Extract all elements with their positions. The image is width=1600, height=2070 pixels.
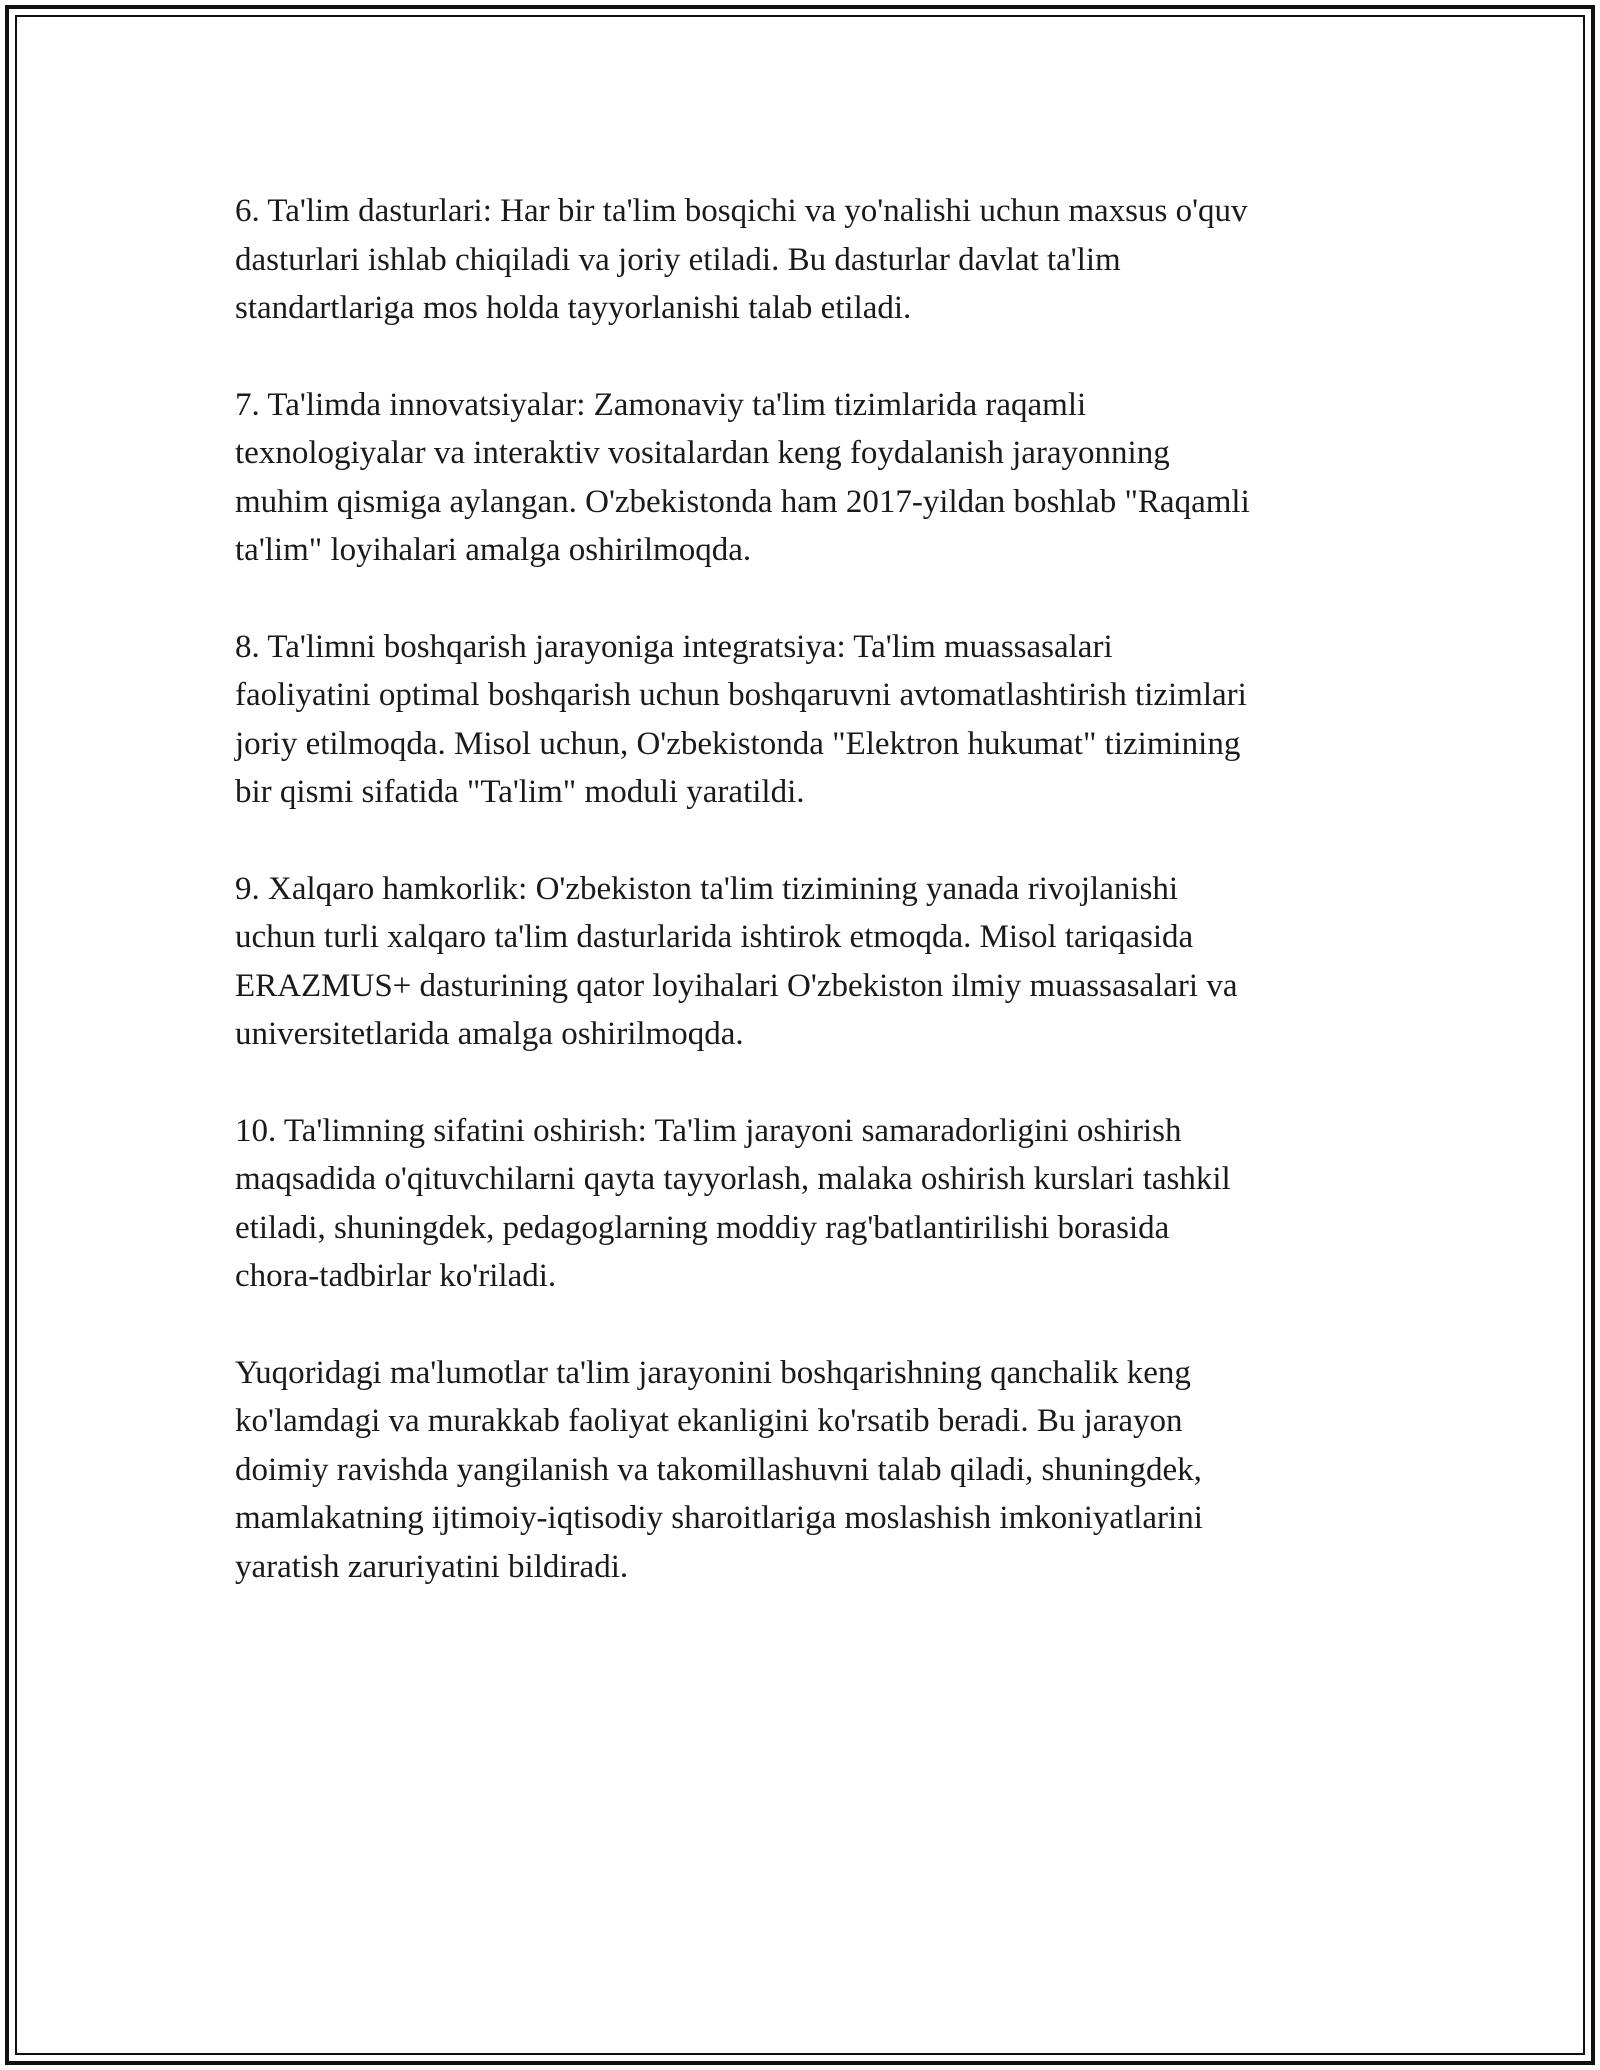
text-line: etiladi, shuningdek, pedagoglarning moddiy rag'batlantirilishi borasida: [235, 1209, 1170, 1246]
paragraph-8-integratsiya: [235, 623, 1375, 817]
text-line: 8. Ta'limni boshqarish jarayoniga integratsiya: Ta'lim muassasalari: [235, 628, 1113, 665]
text-line: yaratish zaruriyatini bildiradi.: [235, 1548, 629, 1585]
paragraph-7-talimda-innovatsiyalar: [235, 381, 1375, 575]
text-line: standartlariga mos holda tayyorlanishi talab etiladi.: [235, 290, 912, 326]
document-body: [235, 187, 1375, 1639]
paragraph-9-xalqaro-hamkorlik: [235, 865, 1375, 1059]
text-line: 10. Ta'limning sifatini oshirish: Ta'lim jarayoni samaradorligini oshirish: [235, 1112, 1182, 1149]
text-line: joriy etilmoqda. Misol uchun, O'zbekistonda "Elektron hukumat" tizimining: [235, 725, 1241, 762]
text-line: universitetlarida amalga oshirilmoqda.: [235, 1016, 744, 1052]
paragraph-6-talim-dasturlari: [235, 187, 1375, 333]
text-line: texnologiyalar va interaktiv vositalardan keng foydalanish jarayonning: [235, 435, 1170, 471]
paragraph-10-sifatini-oshirish: [235, 1107, 1375, 1301]
text-line: uchun turli xalqaro ta'lim dasturlarida ishtirok etmoqda. Misol tariqasida: [235, 919, 1194, 955]
text-line: ERAZMUS+ dasturining qator loyihalari O'zbekiston ilmiy muassasalari va: [235, 967, 1238, 1004]
text-line: ta'lim" loyihalari amalga oshirilmoqda.: [235, 532, 752, 568]
text-line: ko'lamdagi va murakkab faoliyat ekanligini ko'rsatib beradi. Bu jarayon: [235, 1403, 1183, 1439]
text-line: muhim qismiga aylangan. O'zbekistonda ham 2017-yildan boshlab "Raqamli: [235, 483, 1250, 520]
text-line: faoliyatini optimal boshqarish uchun boshqaruvni avtomatlashtirish tizimlari: [235, 677, 1247, 713]
paragraph-conclusion: [235, 1349, 1375, 1592]
text-line: Yuqoridagi ma'lumotlar ta'lim jarayonini boshqarishning qanchalik keng: [235, 1354, 1191, 1391]
text-line: 7. Ta'limda innovatsiyalar: Zamonaviy ta'lim tizimlarida raqamli: [235, 386, 1087, 423]
text-line: mamlakatning ijtimoiy-iqtisodiy sharoitlariga moslashish imkoniyatlarini: [235, 1500, 1203, 1536]
text-line: 6. Ta'lim dasturlari: Har bir ta'lim bosqichi va yo'nalishi uchun maxsus o'quv: [235, 193, 1248, 229]
text-line: maqsadida o'qituvchilarni qayta tayyorlash, malaka oshirish kurslari tashkil: [235, 1161, 1231, 1197]
text-line: dasturlari ishlab chiqiladi va joriy etiladi. Bu dasturlar davlat ta'lim: [235, 241, 1121, 278]
text-line: doimiy ravishda yangilanish va takomillashuvni talab qiladi, shuningdek,: [235, 1451, 1202, 1488]
text-line: bir qismi sifatida "Ta'lim" moduli yaratildi.: [235, 774, 805, 810]
text-line: 9. Xalqaro hamkorlik: O'zbekiston ta'lim tizimining yanada rivojlanishi: [235, 870, 1179, 907]
text-line: chora-tadbirlar ko'riladi.: [235, 1258, 557, 1294]
